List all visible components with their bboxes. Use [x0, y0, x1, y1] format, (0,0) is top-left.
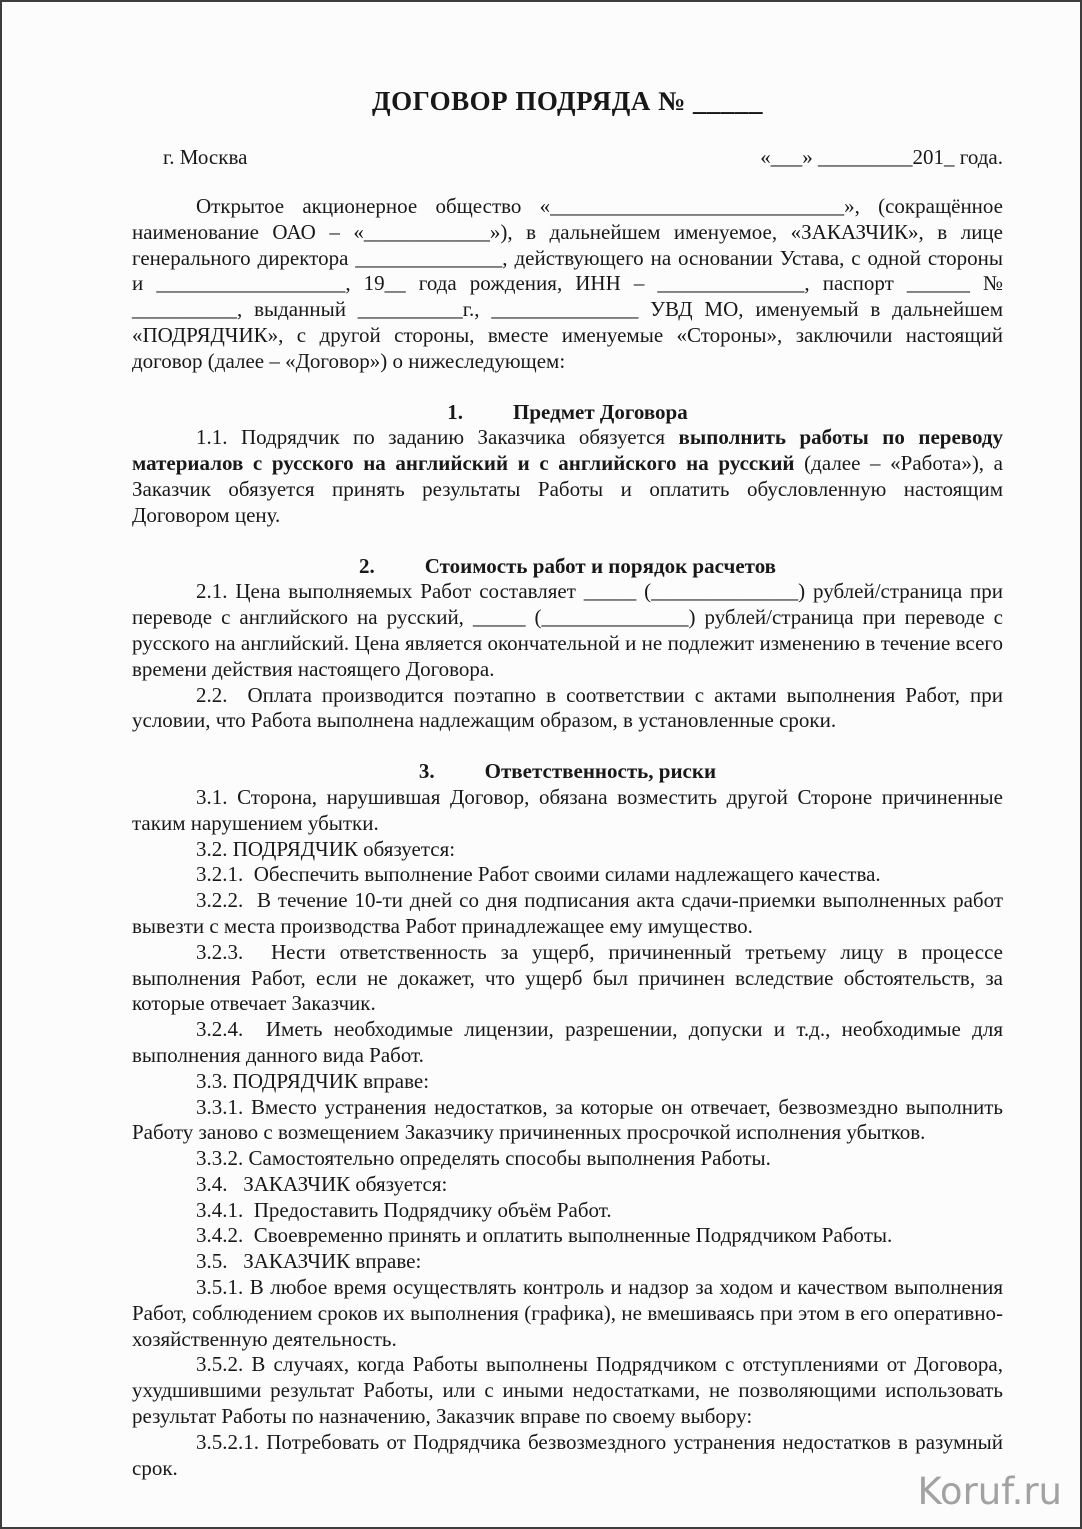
section-number: 2. — [358, 553, 375, 578]
contract-paragraph — [132, 888, 1003, 940]
text-run: 3.2.2. В течение 10-ти дней со дня подписания акта сдачи-приемки выполненных работ вывезти с места производства Работ принадлежащее ему имущество. — [132, 888, 1003, 938]
text-run: Открытое акционерное общество «____________________________», (сокращённое наименование ОАО – «____________»), в дальнейшем именуемое, «ЗАКАЗЧИК», в лице генерального директора ______________, действующего на основании Устава, с одной стороны и __________________, 19__ года рождения, ИНН – ______________, паспорт ______ № __________, выданный __________г., ______________ УВД МО, именуемый в дальнейшем «ПОДРЯДЧИК», с другой стороны, вместе именуемые «Стороны», заключили настоящий договор (далее – «Договор») о нижеследующем: — [132, 194, 1003, 373]
contract-paragraph — [132, 1017, 1003, 1069]
contract-paragraph — [132, 1430, 1003, 1482]
text-run: 3.3.2. Самостоятельно определять способы выполнения Работы. — [196, 1146, 771, 1171]
text-run: 3.4. ЗАКАЗЧИК обязуется: — [196, 1171, 448, 1196]
section-heading — [132, 400, 1003, 426]
text-run: 3.2. ПОДРЯДЧИК обязуется: — [196, 836, 456, 861]
contract-paragraph — [132, 425, 1003, 528]
text-run: 3.2.3. Нести ответственность за ущерб, причиненный третьему лицу в процессе выполнения Работ, если не докажет, что ущерб был причинен вследствие обстоятельств, за которые отвечает Заказчик. — [132, 939, 1003, 1016]
contract-paragraph — [132, 940, 1003, 1017]
date-blank-line: «___» _________201_ года. — [760, 145, 1003, 169]
section-number: 1. — [447, 399, 464, 424]
watermark-logo: Koruf.ru — [917, 1470, 1062, 1513]
contract-paragraph — [132, 1172, 1003, 1198]
contract-paragraph — [132, 1249, 1003, 1275]
contract-paragraph — [132, 1198, 1003, 1224]
text-run: 1.1. Подрядчик по заданию Заказчика обязуется — [196, 425, 679, 450]
text-run: 3.2.1. Обеспечить выполнение Работ своими силами надлежащего качества. — [196, 862, 881, 887]
page-content — [2, 2, 1080, 1481]
contract-paragraph — [132, 785, 1003, 837]
section-title: Стоимость работ и порядок расчетов — [424, 553, 777, 578]
text-run: 3.4.2. Своевременно принять и оплатить выполненные Подрядчиком Работы. — [196, 1223, 893, 1248]
text-run: 3.3. ПОДРЯДЧИК вправе: — [196, 1068, 430, 1093]
section-title: Предмет Договора — [513, 399, 688, 424]
contract-paragraph — [132, 579, 1003, 682]
bold-text-run: выполнить работы по переводу материалов с русского на английский и с английского на русский — [132, 425, 1003, 476]
section-heading — [132, 554, 1003, 580]
contract-paragraph — [132, 1223, 1003, 1249]
text-run: 3.4.1. Предоставить Подрядчику объём Работ. — [196, 1197, 612, 1222]
text-run: (далее – «Работа»), а Заказчик обязуется принять результаты Работы и оплатить обусловленную настоящим Договором цену. — [132, 451, 1003, 527]
section-title: Ответственность, риски — [484, 759, 717, 784]
contract-paragraph — [132, 1146, 1003, 1172]
text-run: 3.1. Сторона, нарушившая Договор, обязана возместить другой Стороне причиненные таким нарушением убытки. — [132, 784, 1003, 835]
contract-paragraph — [132, 1275, 1003, 1352]
contract-paragraph — [132, 1352, 1003, 1429]
text-run: 3.5.2. В случаях, когда Работы выполнены Подрядчиком с отступлениями от Договора, ухудшившими результат Работы, или с иными недостатками, не позволяющими использовать результат Работы по назначению, Заказчик вправе по своему выбору: — [132, 1352, 1003, 1429]
contract-paragraph — [132, 1095, 1003, 1147]
document-title: ДОГОВОР ПОДРЯДА № _____ — [372, 86, 763, 116]
text-run: 3.5.2.1. Потребовать от Подрядчика безвозмездного устранения недостатков в разумный срок. — [132, 1429, 1003, 1480]
text-run: 3.5. ЗАКАЗЧИК вправе: — [196, 1249, 422, 1274]
contract-paragraph — [132, 683, 1003, 735]
contract-paragraph — [132, 1069, 1003, 1095]
title-meta-row — [132, 144, 1003, 170]
text-run: 2.2. Оплата производится поэтапно в соответствии с актами выполнения Работ, при условии, что Работа выполнена надлежащим образом, в установленные сроки. — [132, 682, 1003, 733]
contract-paragraph — [132, 862, 1003, 888]
contract-paragraph — [132, 837, 1003, 863]
text-run: 3.5.1. В любое время осуществлять контроль и надзор за ходом и качеством выполнения Работ, соблюдением сроков их выполнения (графика), не вмешиваясь при этом в его оперативно-хозяйственную деятельность. — [132, 1275, 1003, 1351]
section-heading — [132, 759, 1003, 785]
text-run: 3.2.4. Иметь необходимые лицензии, разрешении, допуски и т.д., необходимые для выполнения данного вида Работ. — [132, 1017, 1003, 1067]
text-run: 2.1. Цена выполняемых Работ составляет _____ (______________) рублей/страница при переводе с английского на русский, _____ (______________) рублей/страница при переводе с русского на английский. Цена является окончательной и не подлежит изменению в течение всего времени действия настоящего Договора. — [132, 579, 1003, 681]
city-label: г. Москва — [163, 145, 248, 169]
text-run: 3.3.1. Вместо устранения недостатков, за которые он отвечает, безвозмездно выполнить Работу заново с возмещением Заказчику причиненных просрочкой исполнения убытков. — [132, 1094, 1003, 1145]
document-body — [132, 194, 1003, 1481]
contract-paragraph — [132, 194, 1003, 375]
section-number: 3. — [418, 759, 435, 784]
